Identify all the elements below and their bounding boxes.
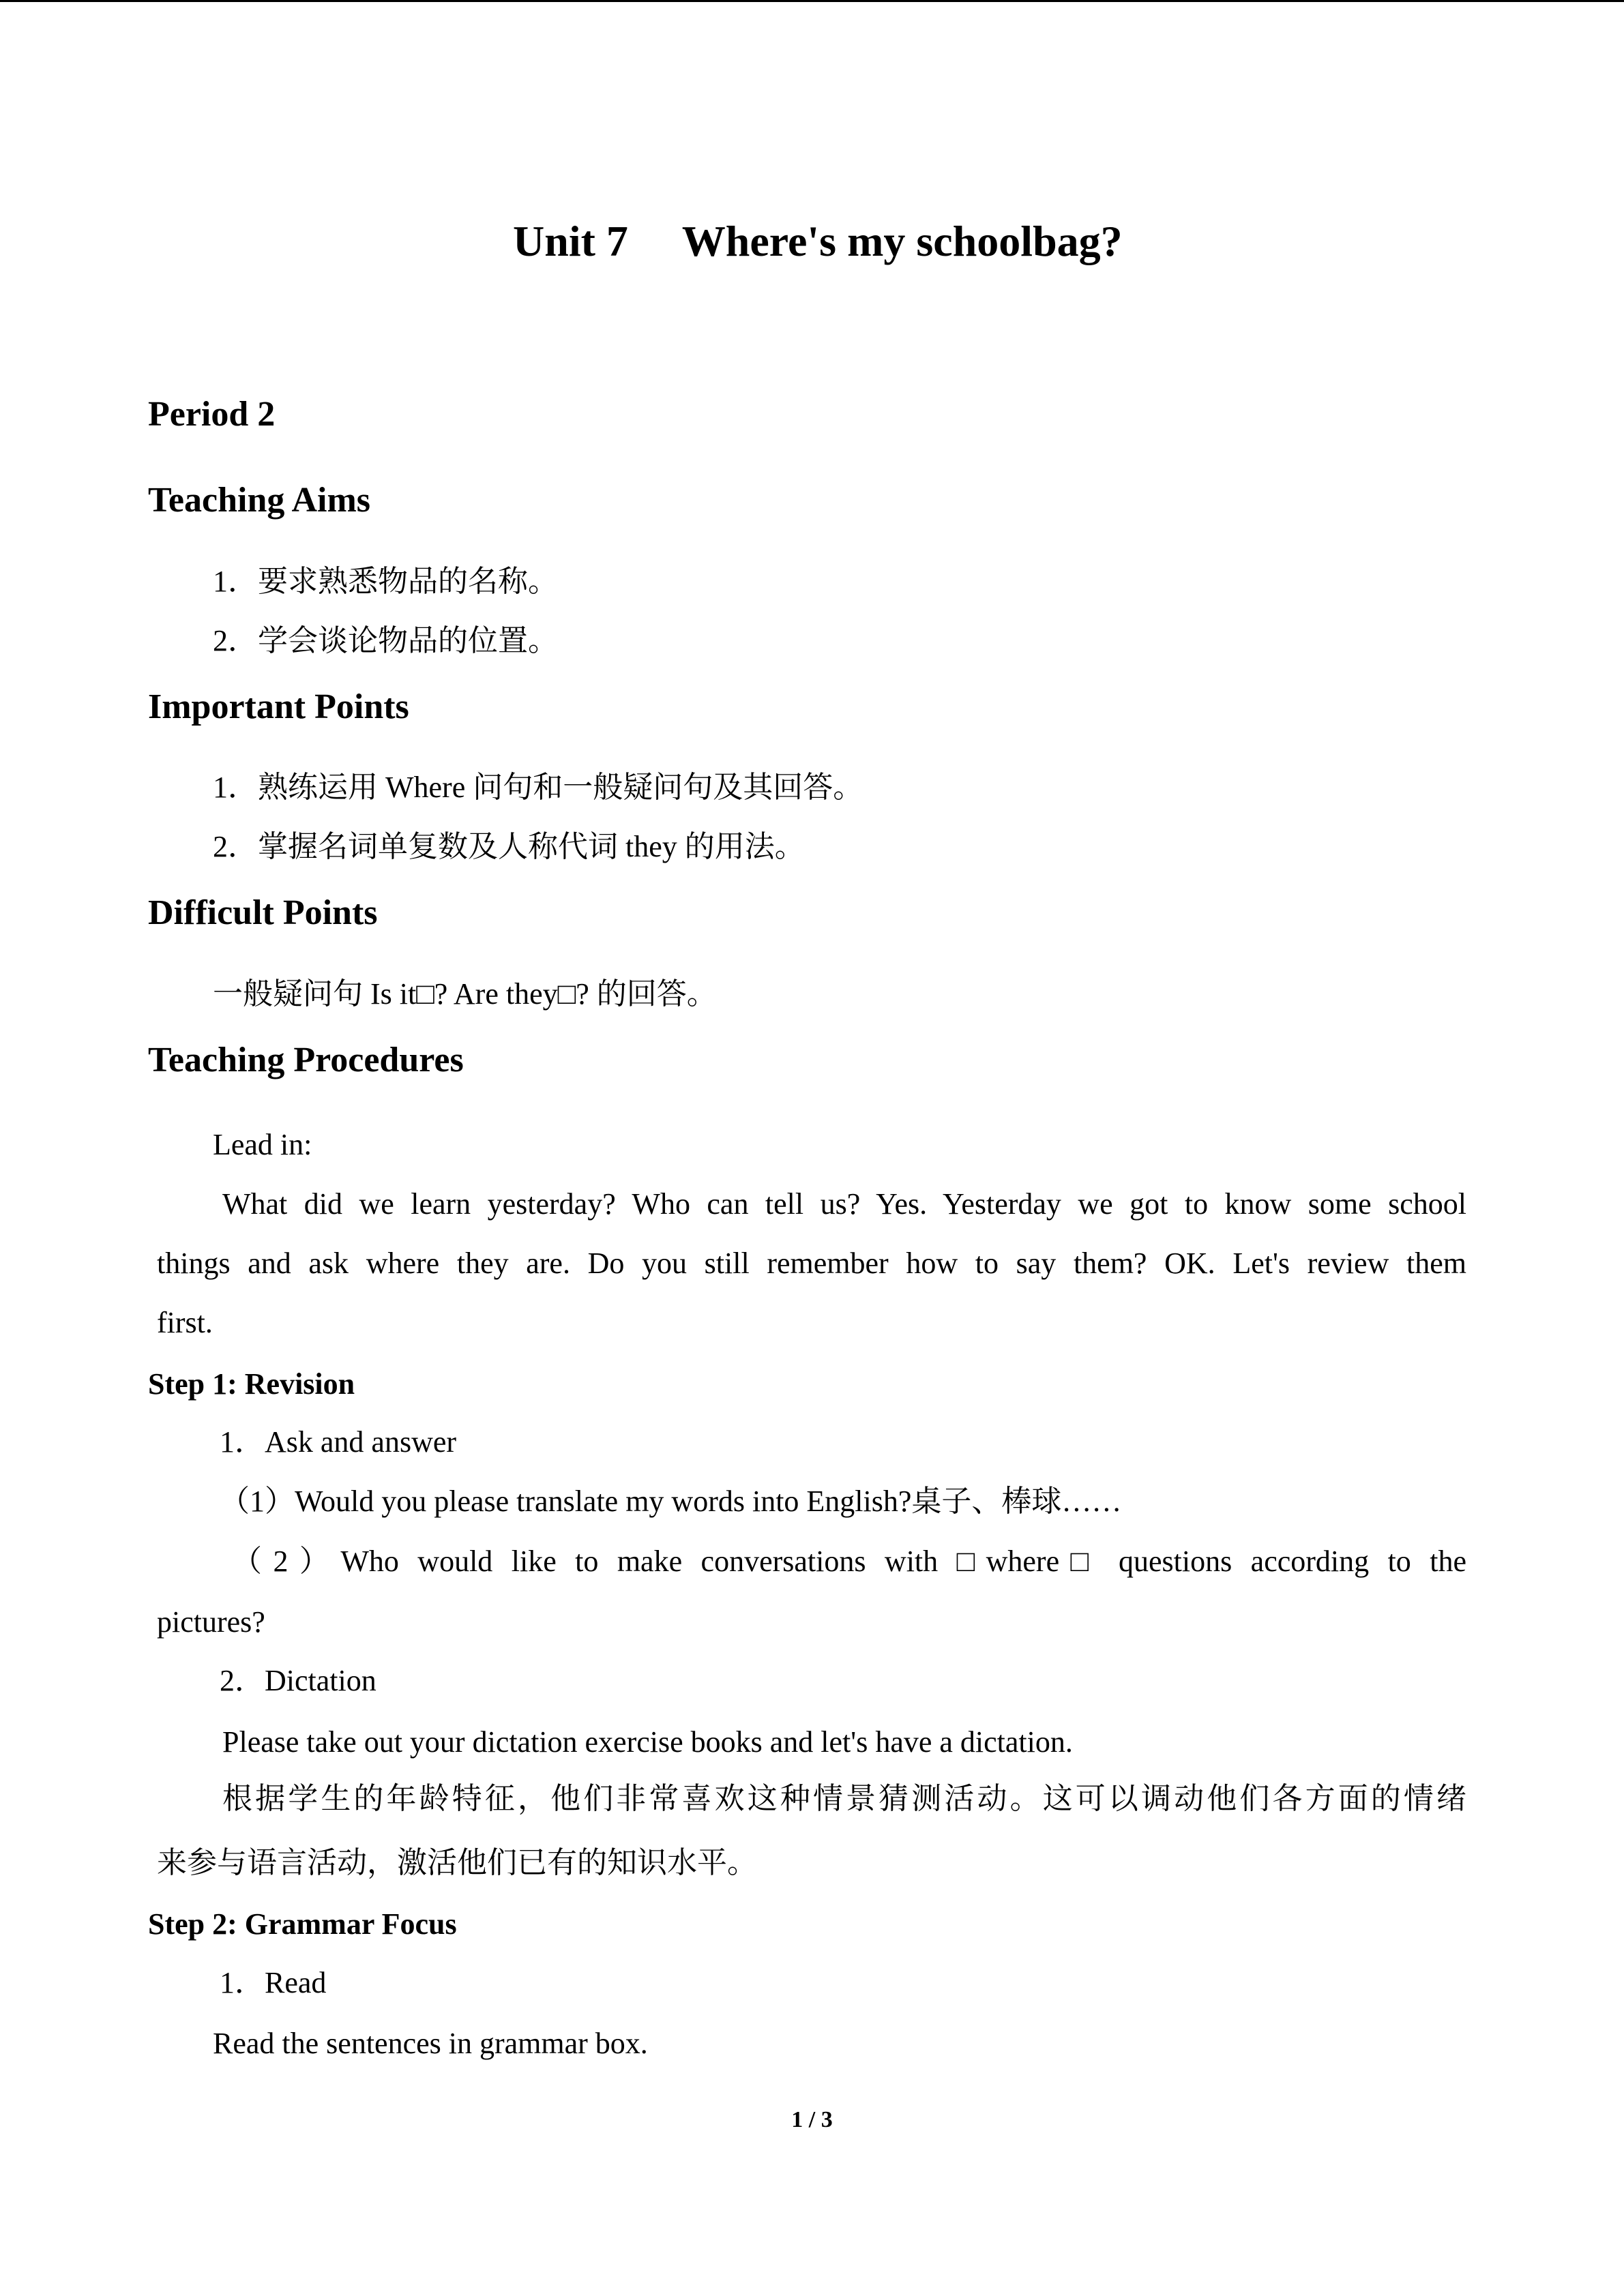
aims-item-2: 2．学会谈论物品的位置。 — [213, 624, 558, 657]
step2-item-1: 1．Read — [220, 1966, 327, 1999]
step1-item-1: 1．Ask and answer — [220, 1425, 457, 1459]
lead-in-label: Lead in: — [213, 1128, 312, 1161]
document-title: Unit 7 Where's my schoolbag? — [513, 217, 1123, 265]
lead-in-line-2: things and ask where they are. Do you still remember how to say them? OK. Let's review them — [157, 1247, 1466, 1280]
top-border — [0, 0, 1624, 2]
step1-heading: Step 1: Revision — [148, 1367, 355, 1401]
lead-in-line-1: What did we learn yesterday? Who can tell us? Yes. Yesterday we got to know some school — [222, 1187, 1466, 1221]
difficult-text: 一般疑问句 Is it□? Are they□? 的回答。 — [213, 977, 717, 1011]
important-item-1: 1．熟练运用 Where 问句和一般疑问句及其回答。 — [213, 771, 863, 804]
dictation-text: Please take out your dictation exercise books and let's have a dictation. — [222, 1725, 1073, 1759]
step1-question-2-line-1: （2）Who would like to make conversations with □where□ questions according to the — [232, 1545, 1466, 1578]
important-item-2: 2．掌握名词单复数及人称代词 they 的用法。 — [213, 830, 805, 863]
period-heading: Period 2 — [148, 395, 276, 434]
page-number: 1 / 3 — [791, 2107, 833, 2132]
step2-text: Read the sentences in grammar box. — [213, 2027, 648, 2060]
difficult-heading: Difficult Points — [148, 893, 378, 932]
note-line-2: 来参与语言活动，激活他们已有的知识水平。 — [157, 1846, 757, 1879]
step1-item-2: 2．Dictation — [220, 1664, 377, 1697]
important-heading: Important Points — [148, 687, 409, 726]
procedures-heading: Teaching Procedures — [148, 1041, 464, 1079]
lead-in-line-3: first. — [157, 1306, 213, 1339]
aims-item-1: 1．要求熟悉物品的名称。 — [213, 565, 558, 598]
step1-question-1: （1）Would you please translate my words into English?桌子、棒球…… — [220, 1485, 1122, 1518]
step1-question-2-line-2: pictures? — [157, 1605, 265, 1639]
note-line-1: 根据学生的年龄特征，他们非常喜欢这种情景猜测活动。这可以调动他们各方面的情绪 — [222, 1782, 1466, 1815]
step2-heading: Step 2: Grammar Focus — [148, 1907, 457, 1941]
aims-heading: Teaching Aims — [148, 481, 371, 520]
